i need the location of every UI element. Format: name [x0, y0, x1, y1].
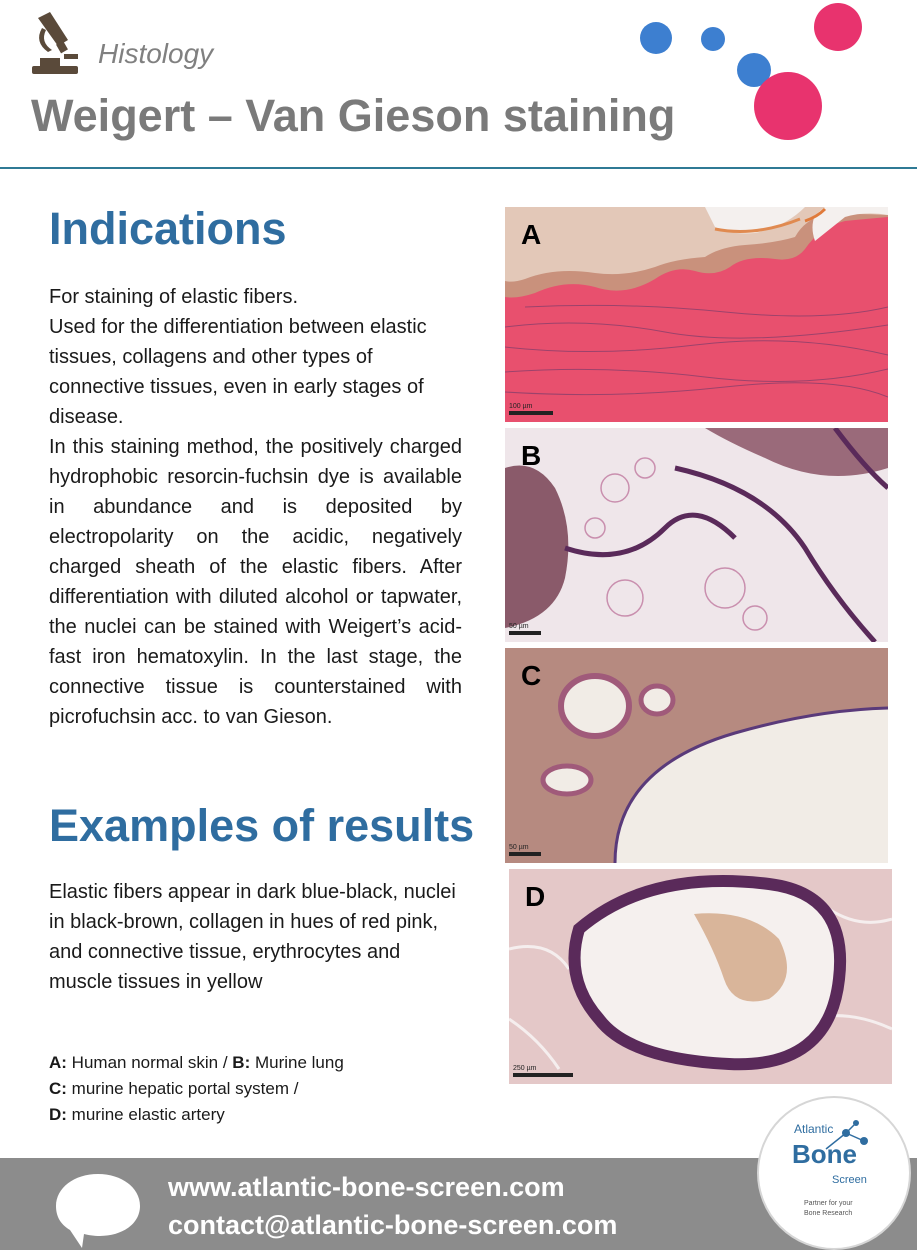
- micrograph-panel-a: [505, 207, 888, 422]
- indications-paragraph: Used for the differentiation between elastic tissues, collagens and other types of connective tissues, even in early stages of disease.: [49, 316, 427, 428]
- indications-paragraph: For staining of elastic fibers.: [49, 286, 298, 308]
- micrograph-panel-d: [509, 869, 892, 1084]
- header-divider: [0, 167, 917, 169]
- page-title: Weigert – Van Gieson staining: [31, 90, 676, 141]
- results-heading: Examples of results: [49, 800, 475, 851]
- indications-text: [49, 282, 462, 732]
- svg-text:Bone Research: Bone Research: [804, 1210, 853, 1217]
- scale-bar-label: 250 µm: [513, 1065, 537, 1072]
- decorative-dots: [630, 0, 917, 160]
- chat-bubble-icon: [52, 1168, 144, 1250]
- microscope-icon: [28, 12, 82, 76]
- figure-captions: [49, 1050, 469, 1128]
- scale-bar-label: 50 µm: [509, 844, 529, 851]
- svg-text:Screen: Screen: [832, 1174, 867, 1186]
- indications-paragraph: In this staining method, the positively charged hydrophobic resorcin-fuchsin dye is available in abundance and is deposited by electropolarity on the acidic, negatively charged sheath of the elastic fibers. After differentiation with diluted alcohol or tapwater, the nuclei can be stained with Weigert’s acid-fast iron hematoxylin. In the last stage, the connective tissue is counterstained with picrofuchsin acc. to van Gieson.: [49, 436, 462, 728]
- micrograph-panel-c: [505, 648, 888, 863]
- blue-dot: [701, 27, 725, 51]
- caption-line: A: Human normal skin / B: Murine lung: [49, 1053, 344, 1072]
- email-link[interactable]: contact@atlantic-bone-screen.com: [168, 1210, 618, 1240]
- results-text: Elastic fibers appear in dark blue-black, nuclei in black-brown, collagen in hues of red pink, and connective tissue, erythrocytes and muscle tissues in yellow: [49, 881, 456, 993]
- blue-dot: [640, 22, 672, 54]
- caption-line: D: murine elastic artery: [49, 1105, 225, 1124]
- svg-text:Atlantic: Atlantic: [794, 1122, 834, 1136]
- scale-bar-label: 100 µm: [509, 403, 533, 410]
- pink-dot: [814, 3, 862, 51]
- panel-letter: C: [521, 660, 542, 691]
- panel-letter: A: [521, 219, 542, 250]
- atlantic-bone-screen-logo: [754, 1093, 914, 1250]
- website-link[interactable]: www.atlantic-bone-screen.com: [168, 1172, 565, 1202]
- panel-letter: B: [521, 440, 542, 471]
- panel-letter: D: [525, 881, 546, 912]
- indications-heading: Indications: [49, 203, 287, 254]
- category-label: Histology: [98, 38, 214, 69]
- micrograph-panel-b: [505, 428, 888, 642]
- pink-dot: [754, 72, 822, 140]
- svg-text:Bone: Bone: [792, 1139, 857, 1169]
- scale-bar-label: 50 µm: [509, 623, 529, 630]
- caption-line: C: murine hepatic portal system /: [49, 1079, 299, 1098]
- svg-text:Partner for your: Partner for your: [804, 1200, 853, 1207]
